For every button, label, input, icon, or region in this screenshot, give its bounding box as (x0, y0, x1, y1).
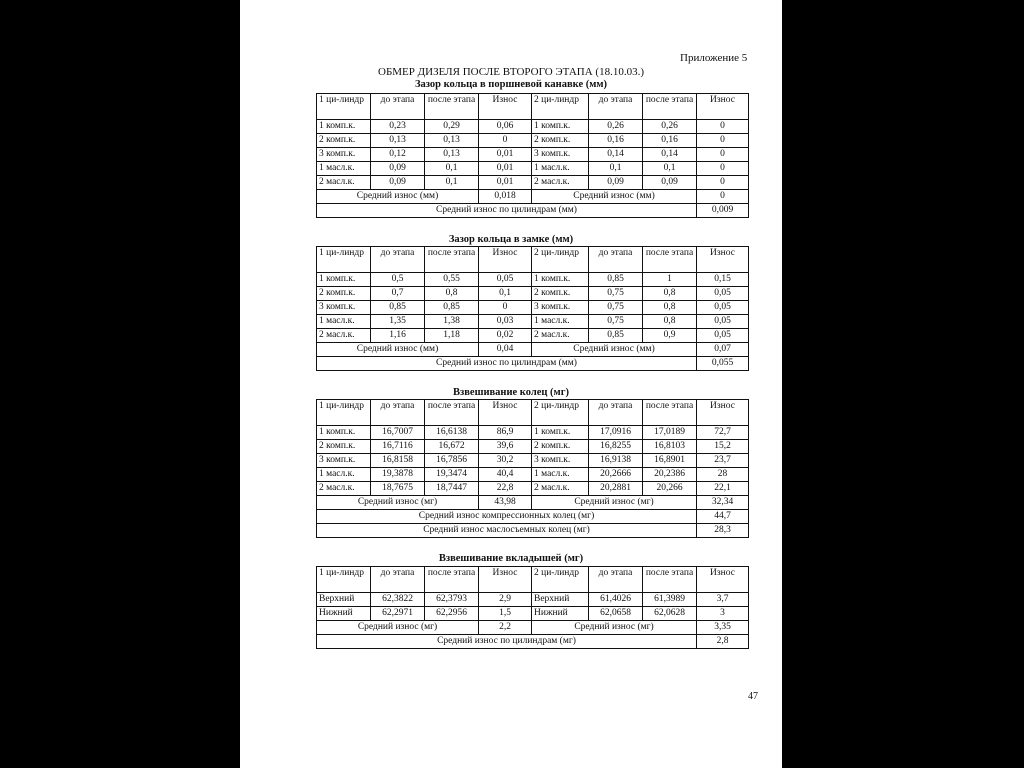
table-cell: 16,9138 (589, 454, 643, 468)
table-cell: 0,5 (371, 273, 425, 287)
table-cell: 0,1 (425, 176, 479, 190)
table-cell: 0,75 (589, 301, 643, 315)
table-cell: 1 масл.к. (532, 468, 589, 482)
table-cell: 3,7 (697, 593, 749, 607)
table-cell: 0,01 (479, 176, 532, 190)
table-cell: 20,266 (643, 482, 697, 496)
header-after: после этапа (425, 94, 479, 120)
table-cell: 0,09 (371, 162, 425, 176)
table-cell: 1 комп.к. (532, 426, 589, 440)
table-cell: 0 (479, 301, 532, 315)
table-cell: 0,85 (589, 329, 643, 343)
table-cell: 0,12 (371, 148, 425, 162)
header-wear: Износ (479, 94, 532, 120)
table-cell: 0 (697, 148, 749, 162)
document-page (240, 0, 782, 768)
summary-value: 2,8 (697, 635, 749, 649)
table-cell: 0,75 (589, 287, 643, 301)
summary-label: Средний износ по цилиндрам (мг) (317, 635, 697, 649)
table-cell: 22,1 (697, 482, 749, 496)
table-cell: 0,14 (643, 148, 697, 162)
table-cell: 1 комп.к. (317, 273, 371, 287)
header-cylinder-1: 1 ци-линдр (317, 247, 371, 273)
table-cell: 1 масл.к. (532, 162, 589, 176)
table-row (317, 120, 749, 134)
table-cell: 30,2 (479, 454, 532, 468)
header-wear: Износ (697, 567, 749, 593)
average-wear-value-cyl2: 3,35 (697, 621, 749, 635)
header-after: после этапа (425, 400, 479, 426)
header-before: до этапа (589, 247, 643, 273)
header-wear: Износ (697, 247, 749, 273)
table-cell: 16,672 (425, 440, 479, 454)
summary-row (317, 357, 749, 371)
table-cell: 2 комп.к. (317, 134, 371, 148)
table-row (317, 329, 749, 343)
table-row (317, 440, 749, 454)
average-wear-value-cyl1: 0,04 (479, 343, 532, 357)
table-cell: 0,06 (479, 120, 532, 134)
header-before: до этапа (589, 94, 643, 120)
table-cell: Верхний (532, 593, 589, 607)
average-wear-label-cyl2: Средний износ (мг) (532, 496, 697, 510)
summary-row (317, 510, 749, 524)
table-cell: 0,1 (479, 287, 532, 301)
summary-label: Средний износ по цилиндрам (мм) (317, 357, 697, 371)
header-wear: Износ (479, 400, 532, 426)
table-row (317, 287, 749, 301)
table-cell: 1 масл.к. (317, 315, 371, 329)
header-before: до этапа (589, 400, 643, 426)
table-row (317, 482, 749, 496)
average-wear-label-cyl2: Средний износ (мм) (532, 190, 697, 204)
table-row (317, 162, 749, 176)
table-cell: 16,7007 (371, 426, 425, 440)
table-cell: 0,02 (479, 329, 532, 343)
table-cell: 0,05 (697, 315, 749, 329)
table-cell: 1 (643, 273, 697, 287)
table-cell: 20,2666 (589, 468, 643, 482)
table-cell: 2 масл.к. (532, 482, 589, 496)
table-cell: 62,3822 (371, 593, 425, 607)
table-cell: 0,01 (479, 148, 532, 162)
table-cell: 2 комп.к. (532, 287, 589, 301)
table-cell: 16,8901 (643, 454, 697, 468)
table-cell: 2,9 (479, 593, 532, 607)
average-wear-value-cyl1: 0,018 (479, 190, 532, 204)
table-cell: 0,85 (371, 301, 425, 315)
table-cell: 0,13 (425, 134, 479, 148)
average-wear-label-cyl1: Средний износ (мг) (317, 621, 479, 635)
average-wear-label-cyl2: Средний износ (мг) (532, 621, 697, 635)
header-wear: Износ (479, 567, 532, 593)
table-cell: 62,2956 (425, 607, 479, 621)
header-before: до этапа (371, 567, 425, 593)
table-cell: 39,6 (479, 440, 532, 454)
appendix-label: Приложение 5 (680, 52, 748, 64)
header-cylinder-1: 1 ци-линдр (317, 94, 371, 120)
table-cell: 0,8 (425, 287, 479, 301)
table-cell: 3 комп.к. (317, 454, 371, 468)
header-row (317, 94, 749, 120)
average-wear-value-cyl2: 0,07 (697, 343, 749, 357)
table-cell: 3 комп.к. (532, 148, 589, 162)
table-cell: 0,85 (425, 301, 479, 315)
table-cell: 0,13 (371, 134, 425, 148)
section-title-ring-weighing: Взвешивание колец (мг) (453, 387, 569, 398)
header-wear: Износ (697, 94, 749, 120)
table-cell: 0,8 (643, 315, 697, 329)
header-row (317, 247, 749, 273)
table-cell: 1 комп.к. (532, 273, 589, 287)
table-cell: 0,29 (425, 120, 479, 134)
table-cell: 0,26 (589, 120, 643, 134)
average-wear-row (317, 343, 749, 357)
table-cell: 0 (697, 120, 749, 134)
header-cylinder-2: 2 ци-линдр (532, 400, 589, 426)
average-wear-label-cyl1: Средний износ (мм) (317, 343, 479, 357)
header-after: после этапа (425, 567, 479, 593)
table-cell: 0,85 (589, 273, 643, 287)
header-cylinder-1: 1 ци-линдр (317, 567, 371, 593)
table-cell: 20,2881 (589, 482, 643, 496)
section-title-groove-clearance: Зазор кольца в поршневой канавке (мм) (414, 79, 608, 90)
table-cell: 61,3989 (643, 593, 697, 607)
table-cell: 17,0916 (589, 426, 643, 440)
table-row (317, 454, 749, 468)
table-cell: 0 (697, 162, 749, 176)
table-cell: 2 комп.к. (317, 440, 371, 454)
header-after: после этапа (425, 247, 479, 273)
table-cell: 0,26 (643, 120, 697, 134)
table-cell: 3 комп.к. (317, 148, 371, 162)
table-row (317, 176, 749, 190)
table-cell: 0,05 (697, 287, 749, 301)
table-cell: 16,8158 (371, 454, 425, 468)
table-cell: 0,05 (697, 301, 749, 315)
table-cell: Нижний (532, 607, 589, 621)
table-cell: 0,01 (479, 162, 532, 176)
table-cell: 0,09 (371, 176, 425, 190)
table-cell: 0,8 (643, 287, 697, 301)
table-cell: 1,5 (479, 607, 532, 621)
table-cell: 3 комп.к. (317, 301, 371, 315)
table-cell: 0,15 (697, 273, 749, 287)
summary-value: 0,009 (697, 204, 749, 218)
table-cell: 0,14 (589, 148, 643, 162)
table-cell: 0,05 (479, 273, 532, 287)
header-before: до этапа (371, 94, 425, 120)
summary-value: 0,055 (697, 357, 749, 371)
table-cell: 1 масл.к. (317, 468, 371, 482)
table-cell: 2 комп.к. (532, 440, 589, 454)
table-cell: 28 (697, 468, 749, 482)
table-cell: 0 (697, 176, 749, 190)
table-cell: 0,16 (643, 134, 697, 148)
table-cell: 2 комп.к. (317, 287, 371, 301)
table-cell: 17,0189 (643, 426, 697, 440)
summary-value: 28,3 (697, 524, 749, 538)
table-cell: 62,0628 (643, 607, 697, 621)
table-row (317, 134, 749, 148)
table-cell: 0,1 (643, 162, 697, 176)
table-cell: 2 масл.к. (317, 482, 371, 496)
average-wear-value-cyl2: 0 (697, 190, 749, 204)
average-wear-label-cyl1: Средний износ (мг) (317, 496, 479, 510)
table-cell: 19,3474 (425, 468, 479, 482)
table-row (317, 468, 749, 482)
header-after: после этапа (643, 400, 697, 426)
table-cell: 18,7447 (425, 482, 479, 496)
table-cell: 61,4026 (589, 593, 643, 607)
table-cell: 2 масл.к. (532, 329, 589, 343)
table-cell: 0,03 (479, 315, 532, 329)
table-row (317, 607, 749, 621)
table-cell: 0,1 (425, 162, 479, 176)
average-wear-row (317, 496, 749, 510)
table-cell: 3 комп.к. (532, 454, 589, 468)
table-cell: 0,8 (643, 301, 697, 315)
section-title-lock-clearance: Зазор кольца в замке (мм) (448, 234, 574, 245)
table-cell: 0,75 (589, 315, 643, 329)
table-row (317, 148, 749, 162)
table-cell: 62,3793 (425, 593, 479, 607)
table-cell: 1,38 (425, 315, 479, 329)
header-before: до этапа (371, 247, 425, 273)
summary-label: Средний износ по цилиндрам (мм) (317, 204, 697, 218)
table-cell: 72,7 (697, 426, 749, 440)
table-row (317, 301, 749, 315)
table-cell: 22,8 (479, 482, 532, 496)
header-before: до этапа (371, 400, 425, 426)
table-cell: 2 масл.к. (317, 329, 371, 343)
header-after: после этапа (643, 94, 697, 120)
table-groove-clearance (316, 93, 749, 218)
table-cell: 3 комп.к. (532, 301, 589, 315)
table-cell: 0,16 (589, 134, 643, 148)
table-row (317, 315, 749, 329)
table-cell: 1 комп.к. (317, 426, 371, 440)
table-cell: 0,7 (371, 287, 425, 301)
table-cell: 16,6138 (425, 426, 479, 440)
table-cell: 0,9 (643, 329, 697, 343)
table-cell: 0,09 (589, 176, 643, 190)
average-wear-row (317, 621, 749, 635)
summary-row (317, 635, 749, 649)
summary-label: Средний износ маслосъемных колец (мг) (317, 524, 697, 538)
table-cell: 0,13 (425, 148, 479, 162)
table-cell: 86,9 (479, 426, 532, 440)
table-cell: 16,7856 (425, 454, 479, 468)
header-cylinder-2: 2 ци-линдр (532, 247, 589, 273)
table-cell: 15,2 (697, 440, 749, 454)
table-cell: 2 масл.к. (532, 176, 589, 190)
average-wear-label-cyl1: Средний износ (мм) (317, 190, 479, 204)
table-cell: 0,55 (425, 273, 479, 287)
table-cell: 0 (479, 134, 532, 148)
summary-row (317, 524, 749, 538)
summary-label: Средний износ компрессионных колец (мг) (317, 510, 697, 524)
header-after: после этапа (643, 247, 697, 273)
table-cell: 23,7 (697, 454, 749, 468)
table-cell: 1 масл.к. (532, 315, 589, 329)
summary-row (317, 204, 749, 218)
average-wear-row (317, 190, 749, 204)
average-wear-value-cyl2: 32,34 (697, 496, 749, 510)
header-cylinder-1: 1 ци-линдр (317, 400, 371, 426)
table-cell: 62,0658 (589, 607, 643, 621)
table-cell: 20,2386 (643, 468, 697, 482)
table-cell: 2 комп.к. (532, 134, 589, 148)
section-title-bearing-weighing: Взвешивание вкладышей (мг) (438, 553, 584, 564)
table-cell: 0 (697, 134, 749, 148)
table-cell: 0,1 (589, 162, 643, 176)
table-cell: 1 масл.к. (317, 162, 371, 176)
header-after: после этапа (643, 567, 697, 593)
table-cell: 0,23 (371, 120, 425, 134)
average-wear-value-cyl1: 43,98 (479, 496, 532, 510)
table-row (317, 426, 749, 440)
summary-value: 44,7 (697, 510, 749, 524)
table-cell: 1,16 (371, 329, 425, 343)
header-row (317, 567, 749, 593)
table-cell: 18,7675 (371, 482, 425, 496)
table-cell: 40,4 (479, 468, 532, 482)
header-wear: Износ (697, 400, 749, 426)
header-wear: Износ (479, 247, 532, 273)
table-cell: 1 комп.к. (317, 120, 371, 134)
table-cell: 0,05 (697, 329, 749, 343)
table-cell: 3 (697, 607, 749, 621)
average-wear-label-cyl2: Средний износ (мм) (532, 343, 697, 357)
table-cell: Верхний (317, 593, 371, 607)
header-cylinder-2: 2 ци-линдр (532, 94, 589, 120)
header-row (317, 400, 749, 426)
table-cell: 62,2971 (371, 607, 425, 621)
table-lock-clearance (316, 246, 749, 371)
table-cell: 19,3878 (371, 468, 425, 482)
table-cell: Нижний (317, 607, 371, 621)
table-cell: 16,7116 (371, 440, 425, 454)
table-row (317, 273, 749, 287)
table-cell: 16,8103 (643, 440, 697, 454)
table-cell: 2 масл.к. (317, 176, 371, 190)
table-bearing-weighing (316, 566, 749, 649)
page-number: 47 (748, 691, 758, 702)
table-cell: 0,09 (643, 176, 697, 190)
table-cell: 1,35 (371, 315, 425, 329)
document-title: ОБМЕР ДИЗЕЛЯ ПОСЛЕ ВТОРОГО ЭТАПА (18.10.03.) (378, 66, 644, 78)
header-cylinder-2: 2 ци-линдр (532, 567, 589, 593)
table-ring-weighing (316, 399, 749, 538)
table-cell: 1 комп.к. (532, 120, 589, 134)
table-row (317, 593, 749, 607)
table-cell: 1,18 (425, 329, 479, 343)
table-cell: 16,8255 (589, 440, 643, 454)
average-wear-value-cyl1: 2,2 (479, 621, 532, 635)
header-before: до этапа (589, 567, 643, 593)
